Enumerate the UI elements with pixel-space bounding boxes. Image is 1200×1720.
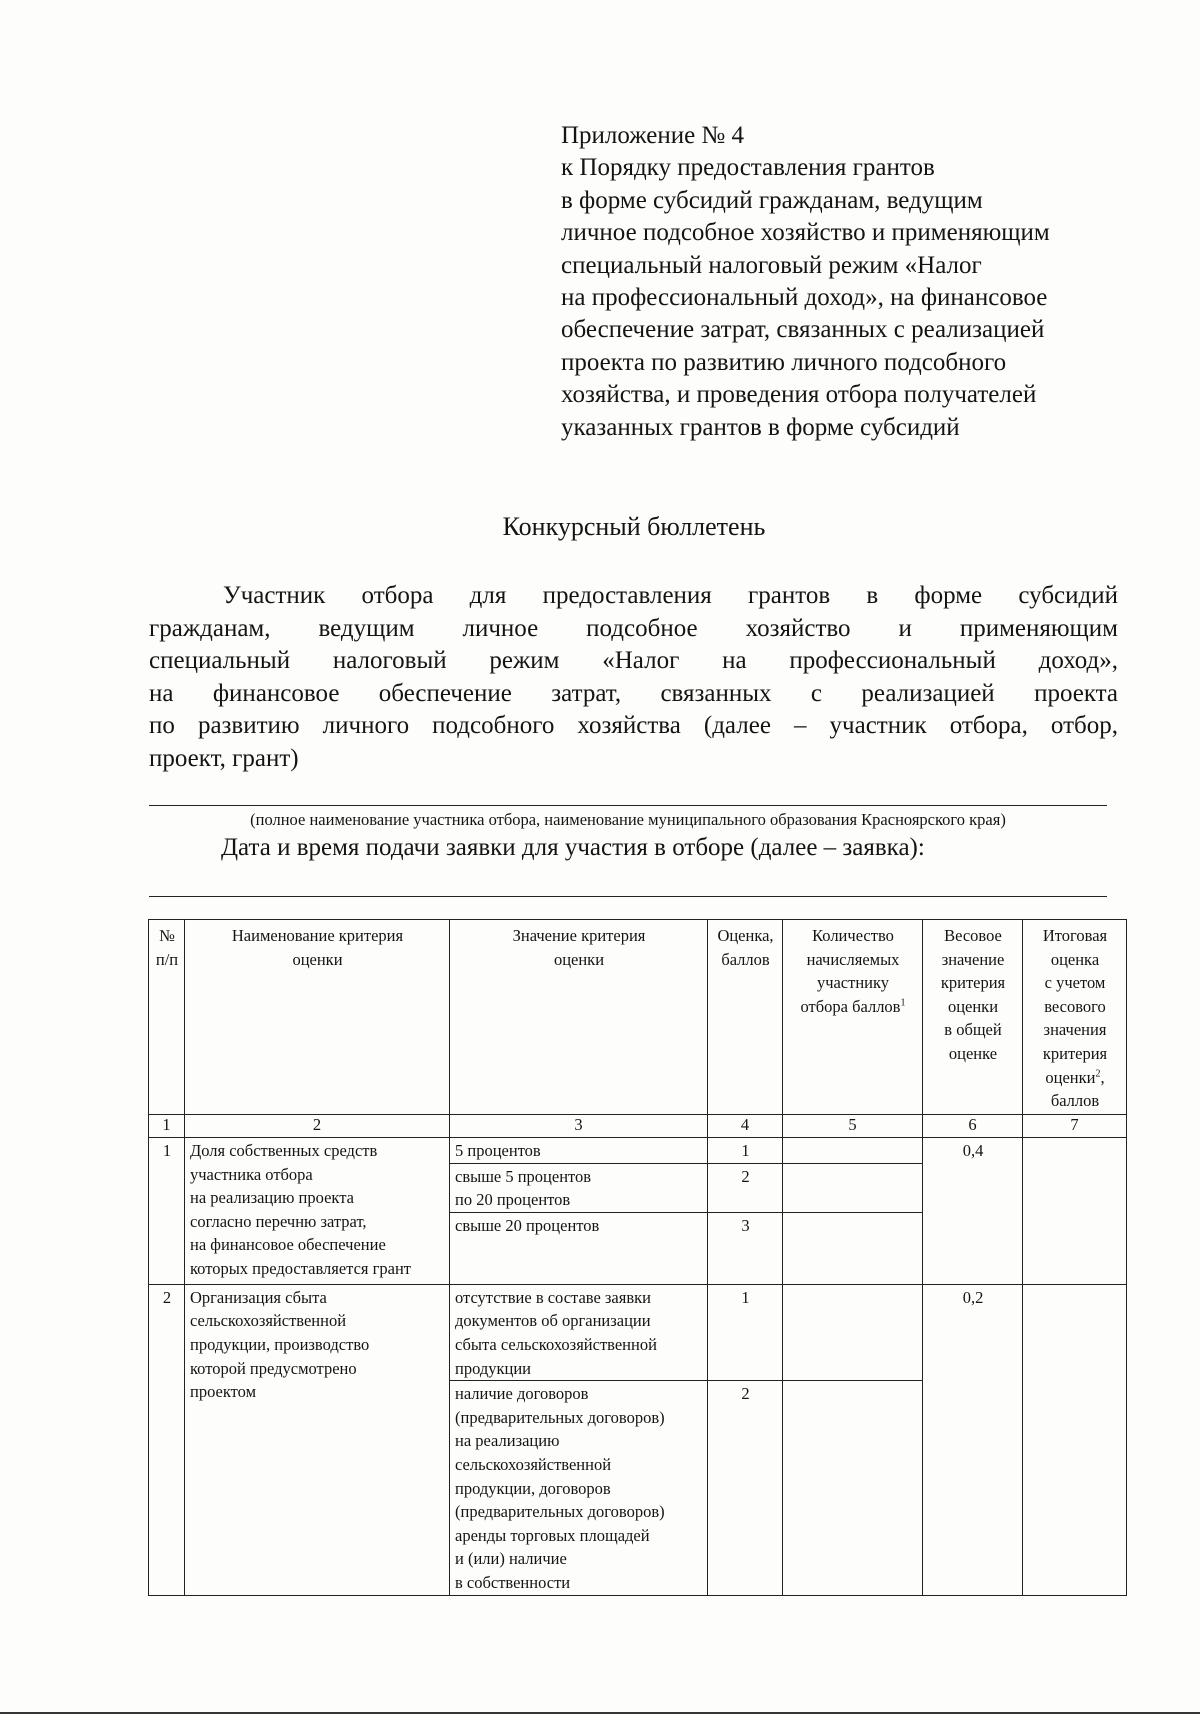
appendix-line: в форме субсидий гражданам, ведущим xyxy=(561,186,983,214)
column-number: 5 xyxy=(783,1115,923,1138)
column-number: 4 xyxy=(708,1115,783,1138)
submit-date-label: Дата и время подачи заявки для участия в отборе (далее – заявка): xyxy=(221,834,925,861)
criterion-score: 2 xyxy=(708,1163,783,1212)
header-total-text: Итоговая оценка с учетом весового значения критерия оценки xyxy=(1042,926,1108,1087)
footnote-1-mark: 1 xyxy=(900,997,906,1009)
participant-name-caption: (полное наименование участника отбора, наименование муниципального образования Красноярского края) xyxy=(250,810,1006,829)
total-score-cell[interactable] xyxy=(1023,1284,1127,1595)
row-number: 1 xyxy=(149,1138,185,1285)
appendix-line: проекта по развитию личного подсобного xyxy=(561,348,1007,376)
criterion-weight: 0,4 xyxy=(923,1138,1023,1285)
column-number: 7 xyxy=(1023,1115,1127,1138)
participant-name-field[interactable] xyxy=(149,805,1107,806)
appendix-line: указанных грантов в форме субсидий xyxy=(561,413,960,441)
appendix-line: обеспечение затрат, связанных с реализацией xyxy=(561,316,1045,344)
intro-line: проект, грант) xyxy=(149,744,299,772)
points-input-cell[interactable] xyxy=(783,1212,923,1284)
criterion-name: Доля собственных средств участника отбора на реализацию проекта согласно перечню затрат, на финансовое обеспечение которых предоставляется грант xyxy=(185,1138,450,1285)
row-number: 2 xyxy=(149,1284,185,1595)
column-number: 3 xyxy=(450,1115,708,1138)
appendix-line: личное подсобное хозяйство и применяющим xyxy=(561,219,1050,247)
criterion-value: свыше 20 процентов xyxy=(450,1212,708,1284)
criterion-score: 3 xyxy=(708,1212,783,1284)
appendix-line: на профессиональный доход», на финансовое xyxy=(561,284,1048,312)
intro-line: специальный налоговый режим «Налог на профессиональный доход», xyxy=(149,647,1118,675)
header-weight: Весовое значение критерия оценки в общей оценке xyxy=(923,920,1023,1115)
column-number-row xyxy=(149,1115,1127,1138)
header-value: Значение критерия оценки xyxy=(450,920,708,1115)
points-input-cell[interactable] xyxy=(783,1284,923,1380)
header-total-tail: , баллов xyxy=(1050,1067,1105,1111)
criteria-table xyxy=(148,919,1127,1596)
document-title: Конкурсный бюллетень xyxy=(502,512,766,541)
criterion-score: 1 xyxy=(708,1284,783,1380)
page-bottom-edge xyxy=(0,1712,1200,1714)
intro-line: гражданам, ведущим личное подсобное хозяйство и применяющим xyxy=(149,614,1118,642)
criterion-weight: 0,2 xyxy=(923,1284,1023,1595)
table-header-row xyxy=(149,920,1127,1115)
points-input-cell[interactable] xyxy=(783,1163,923,1212)
table-row xyxy=(149,1138,1127,1164)
intro-line: на финансовое обеспечение затрат, связанных с реализацией проекта xyxy=(149,679,1118,707)
header-criterion: Наименование критерия оценки xyxy=(185,920,450,1115)
header-total xyxy=(1023,920,1127,1115)
appendix-line: Приложение № 4 xyxy=(561,122,745,149)
submit-date-field[interactable] xyxy=(149,896,1107,897)
header-points-text: Количество начисляемых участнику отбора баллов xyxy=(800,926,901,1016)
table-row xyxy=(149,1284,1127,1380)
criterion-score: 2 xyxy=(708,1381,783,1595)
appendix-line: хозяйства, и проведения отбора получателей xyxy=(561,381,1037,409)
criterion-value: отсутствие в составе заявки документов об организации сбыта сельскохозяйственной продукции xyxy=(450,1284,708,1380)
footnote-2-mark: 2 xyxy=(1095,1068,1101,1080)
intro-line: по развитию личного подсобного хозяйства (далее – участник отбора, отбор, xyxy=(149,712,1118,740)
appendix-line: к Порядку предоставления грантов xyxy=(561,154,935,182)
total-score-cell[interactable] xyxy=(1023,1138,1127,1285)
points-input-cell[interactable] xyxy=(783,1138,923,1164)
criterion-name: Организация сбыта сельскохозяйственной продукции, производство которой предусмотрено проектом xyxy=(185,1284,450,1595)
intro-paragraph xyxy=(149,580,1118,776)
appendix-line: специальный налоговый режим «Налог xyxy=(561,251,982,279)
criterion-value: свыше 5 процентов по 20 процентов xyxy=(450,1163,708,1212)
points-input-cell[interactable] xyxy=(783,1381,923,1595)
criterion-value: 5 процентов xyxy=(450,1138,708,1164)
column-number: 1 xyxy=(149,1115,185,1138)
appendix-block xyxy=(561,120,1121,444)
header-points xyxy=(783,920,923,1115)
column-number: 2 xyxy=(185,1115,450,1138)
header-score: Оценка, баллов xyxy=(708,920,783,1115)
column-number: 6 xyxy=(923,1115,1023,1138)
header-num: № п/п xyxy=(149,920,185,1115)
criterion-score: 1 xyxy=(708,1138,783,1164)
intro-line: Участник отбора для предоставления грантов в форме субсидий xyxy=(223,582,1118,609)
criterion-value: наличие договоров (предварительных договоров) на реализацию сельскохозяйственной продукции, договоров (предварительных договоров) аренды торговых площадей и (или) наличие в собственности xyxy=(450,1381,708,1595)
